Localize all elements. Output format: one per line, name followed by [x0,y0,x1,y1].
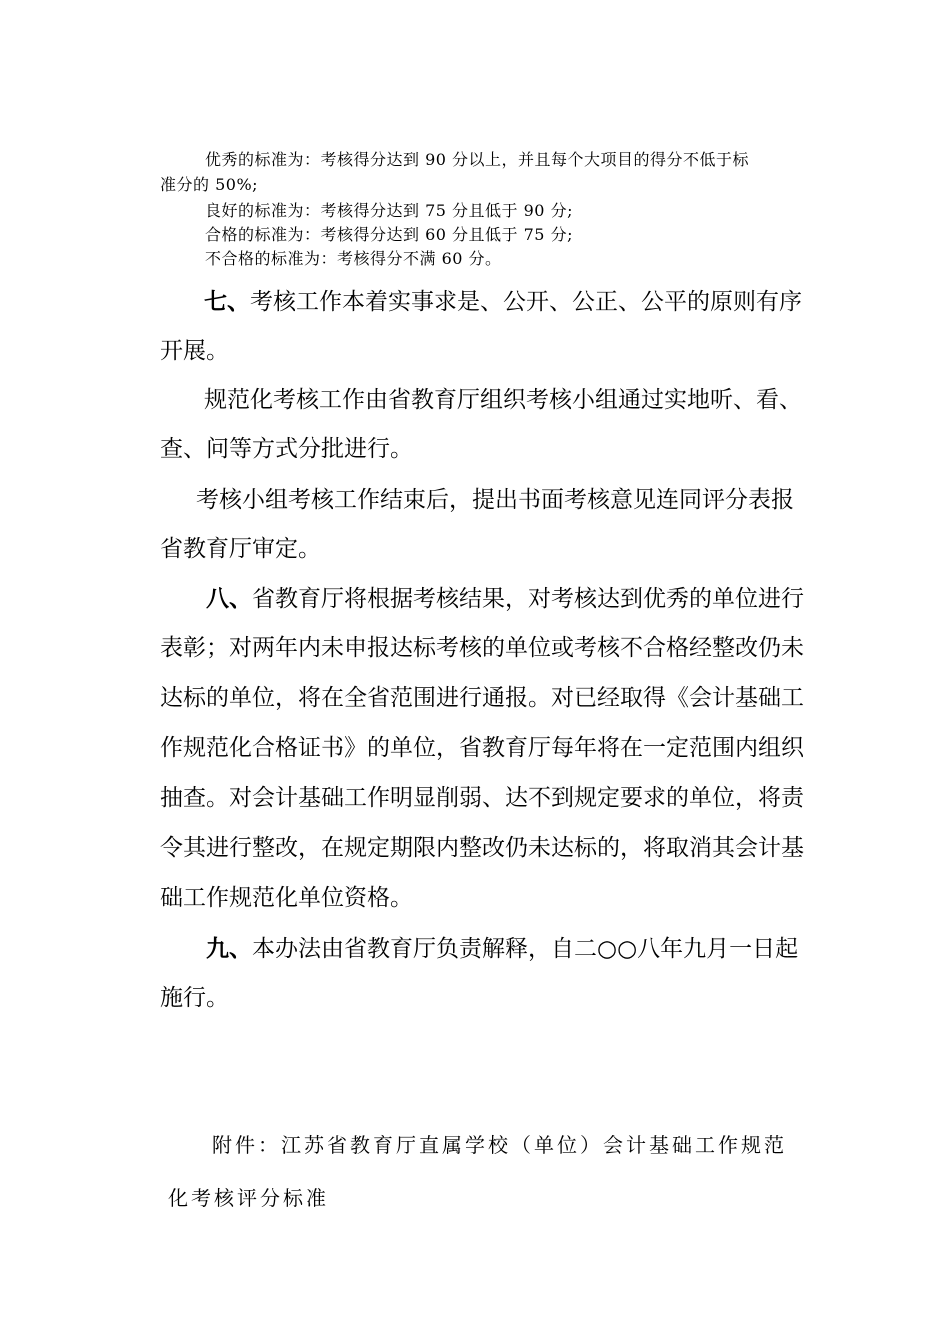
paragraph-normalization-line2: 查、问等方式分批进行。 [160,436,413,462]
standard-fail: 不合格的标准为：考核得分不满 60 分。 [205,249,502,268]
section-7-text: 考核工作本着实事求是、公开、公正、公平的原则有序 [250,289,802,315]
section-8-line6: 令其进行整改，在规定期限内整改仍未达标的，将取消其会计基 [160,835,804,861]
section-9-line2: 施行。 [160,985,229,1011]
paragraph-after-line2: 省教育厅审定。 [160,536,321,562]
paragraph-normalization-line1: 规范化考核工作由省教育厅组织考核小组通过实地听、看、 [204,387,802,413]
section-8-line3: 达标的单位，将在全省范围进行通报。对已经取得《会计基础工 [160,685,804,711]
section-8-line4: 作规范化合格证书》的单位，省教育厅每年将在一定范围内组织 [160,735,804,761]
standard-pass: 合格的标准为：考核得分达到 60 分且低于 75 分; [205,225,573,244]
section-9-line1 [206,930,798,963]
section-9-text: 本办法由省教育厅负责解释，自二○○八年九月一日起 [252,936,799,962]
attachment-line1: 附件：江苏省教育厅直属学校（单位）会计基础工作规范 [212,1133,787,1157]
standard-excellent-line1: 优秀的标准为：考核得分达到 90 分以上，并且每个大项目的得分不低于标 [205,150,750,169]
section-7-number: 七、 [204,288,250,315]
section-9-number: 九、 [206,935,252,962]
section-8-line2: 表彰；对两年内未申报达标考核的单位或考核不合格经整改仍未 [160,635,804,661]
section-8-text: 省教育厅将根据考核结果，对考核达到优秀的单位进行 [252,586,804,612]
section-8-line7: 础工作规范化单位资格。 [160,885,413,911]
attachment-line2: 化考核评分标准 [168,1186,329,1210]
section-8-number: 八、 [206,585,252,612]
section-8-line5: 抽查。对会计基础工作明显削弱、达不到规定要求的单位，将责 [160,785,804,811]
paragraph-after-line1: 考核小组考核工作结束后，提出书面考核意见连同评分表报 [196,487,794,513]
section-8-line1 [206,580,804,613]
standard-excellent-line2: 准分的 50%; [160,175,259,194]
section-7-line2: 开展。 [160,338,229,364]
standard-good: 良好的标准为：考核得分达到 75 分且低于 90 分; [205,201,573,220]
section-7-line1 [204,283,802,316]
